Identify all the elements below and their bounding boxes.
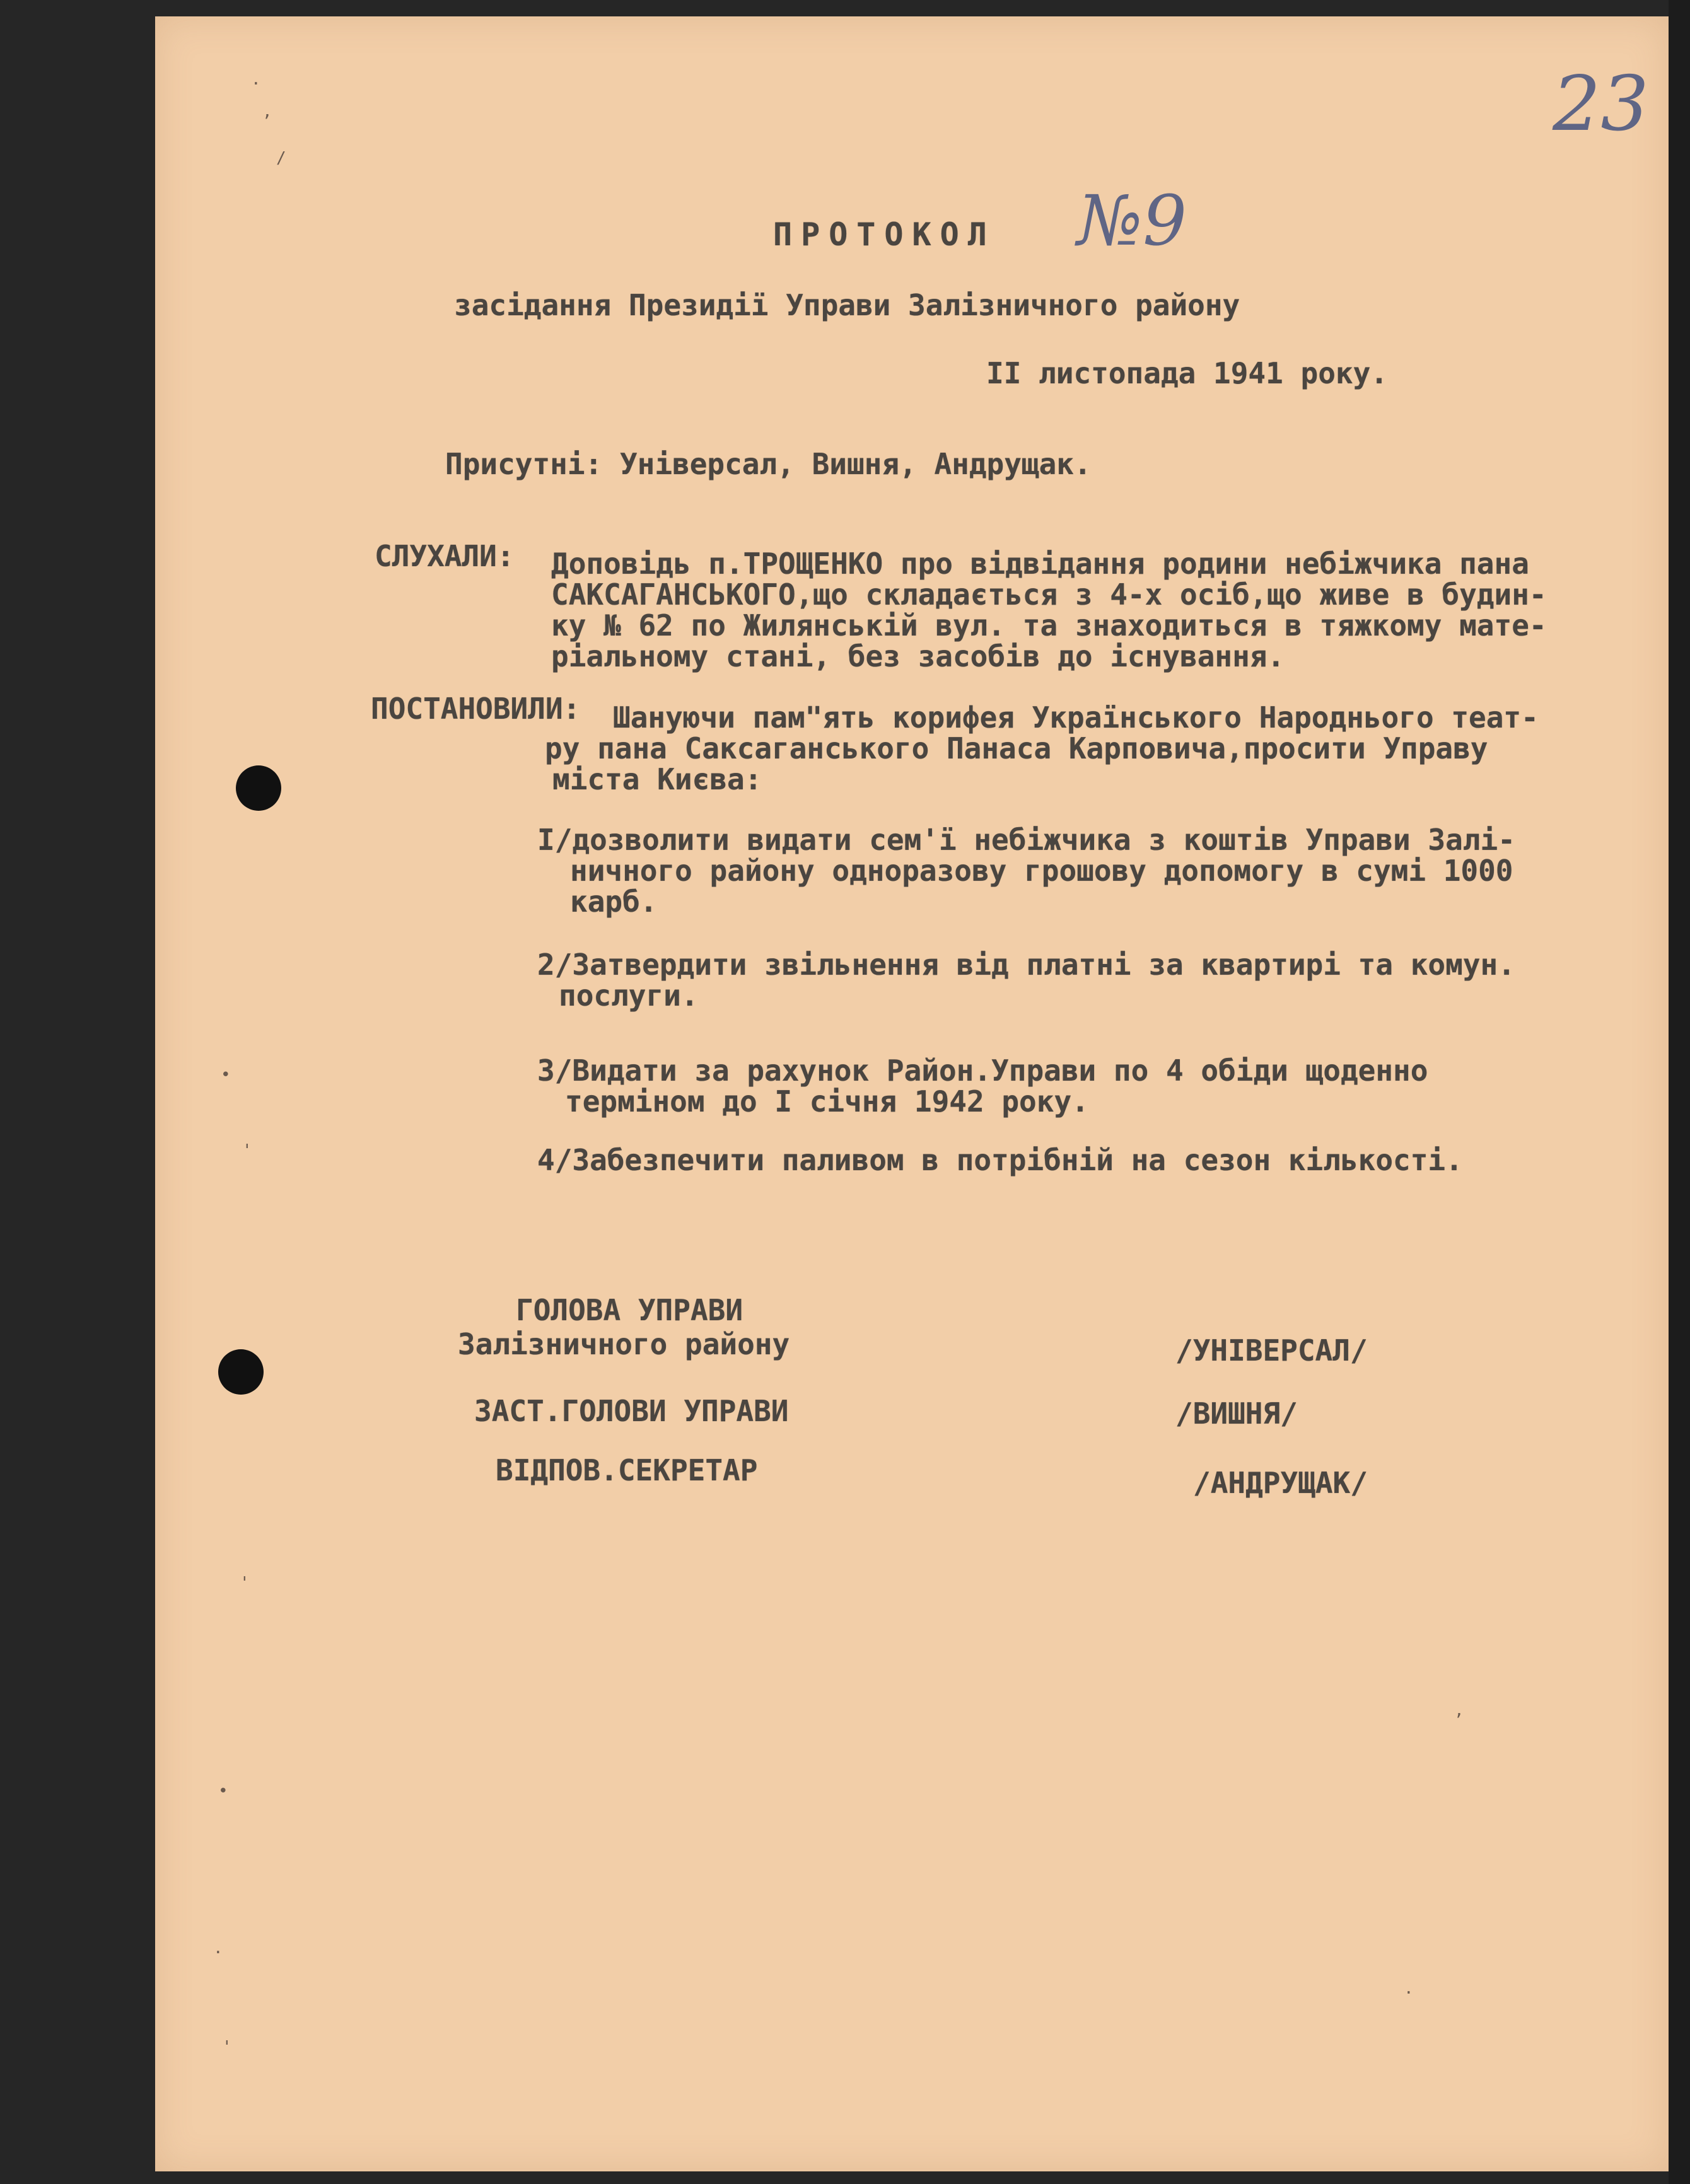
- signature-title: ВІДПОВ.СЕКРЕТАР: [496, 1453, 758, 1487]
- speck: ': [222, 2038, 232, 2057]
- resolution-item: послуги.: [559, 979, 699, 1013]
- resolved-line: Шануючи пам"ять корифея Українського Народнього теат-: [613, 700, 1539, 735]
- signature-title: ГОЛОВА УПРАВИ: [516, 1293, 743, 1327]
- speck: ,: [1454, 1701, 1464, 1720]
- resolved-label: ПОСТАНОВИЛИ:: [371, 692, 581, 726]
- resolution-item: ничного району одноразову грошову допомогу в сумі 1000: [570, 854, 1513, 888]
- scan-border: [1669, 0, 1690, 2184]
- heard-line: ку № 62 по Жилянській вул. та знаходиться в тяжкому мате-: [551, 608, 1547, 642]
- resolution-item: I/дозволити видати сем'ї небіжчика з коштів Управи Залі-: [537, 823, 1515, 857]
- signature-name: /ВИШНЯ/: [1175, 1397, 1298, 1431]
- document-subtitle: засідання Президії Управи Залізничного району: [454, 288, 1240, 322]
- resolution-item: 3/Видати за рахунок Район.Управи по 4 обіди щоденно: [537, 1054, 1428, 1088]
- heard-line: САКСАГАНСЬКОГО,що складається з 4-х осіб,що живе в будин-: [551, 578, 1547, 612]
- resolution-item: терміном до I січня 1942 року.: [565, 1084, 1089, 1118]
- page-number: 23: [1553, 61, 1649, 148]
- document-date: II листопада 1941 року.: [986, 356, 1388, 390]
- heard-label: СЛУХАЛИ:: [375, 539, 515, 573]
- speck: ·: [251, 74, 261, 93]
- heard-line: ріальному стані, без засобів до існування.: [551, 639, 1285, 673]
- speck: ·: [1404, 1984, 1414, 2002]
- signature-title: Залізничного району: [458, 1327, 790, 1361]
- document-title: ПРОТОКОЛ: [773, 216, 996, 253]
- punch-hole-bottom: [218, 1349, 264, 1395]
- resolved-line: міста Києва:: [552, 762, 762, 796]
- present-line: Присутні: Універсал, Вишня, Андрущак.: [445, 447, 1092, 481]
- resolution-item: 4/Забезпечити паливом в потрібній на сезон кількості.: [537, 1143, 1463, 1177]
- speck: ·: [213, 1943, 223, 1962]
- signature-title: ЗАСТ.ГОЛОВИ УПРАВИ: [474, 1394, 789, 1428]
- punch-hole-top: [236, 765, 281, 811]
- signature-name: /УНІВЕРСАЛ/: [1175, 1333, 1368, 1368]
- speck: ,: [262, 102, 272, 121]
- resolution-item: 2/Затвердити звільнення від платні за квартирі та комун.: [537, 948, 1515, 982]
- resolved-line: ру пана Саксаганського Панаса Карповича,просити Управу: [545, 731, 1488, 765]
- speck: •: [218, 1782, 228, 1801]
- resolution-item: карб.: [570, 885, 658, 919]
- speck: ': [240, 1574, 250, 1593]
- speck: /: [276, 149, 286, 168]
- signature-name: /АНДРУЩАК/: [1193, 1466, 1368, 1500]
- protocol-number: №9: [1077, 180, 1187, 261]
- speck: •: [221, 1066, 231, 1084]
- speck: ': [242, 1141, 252, 1160]
- heard-line: Доповідь п.ТРОЩЕНКО про відвідання родини небіжчика пана: [551, 547, 1529, 581]
